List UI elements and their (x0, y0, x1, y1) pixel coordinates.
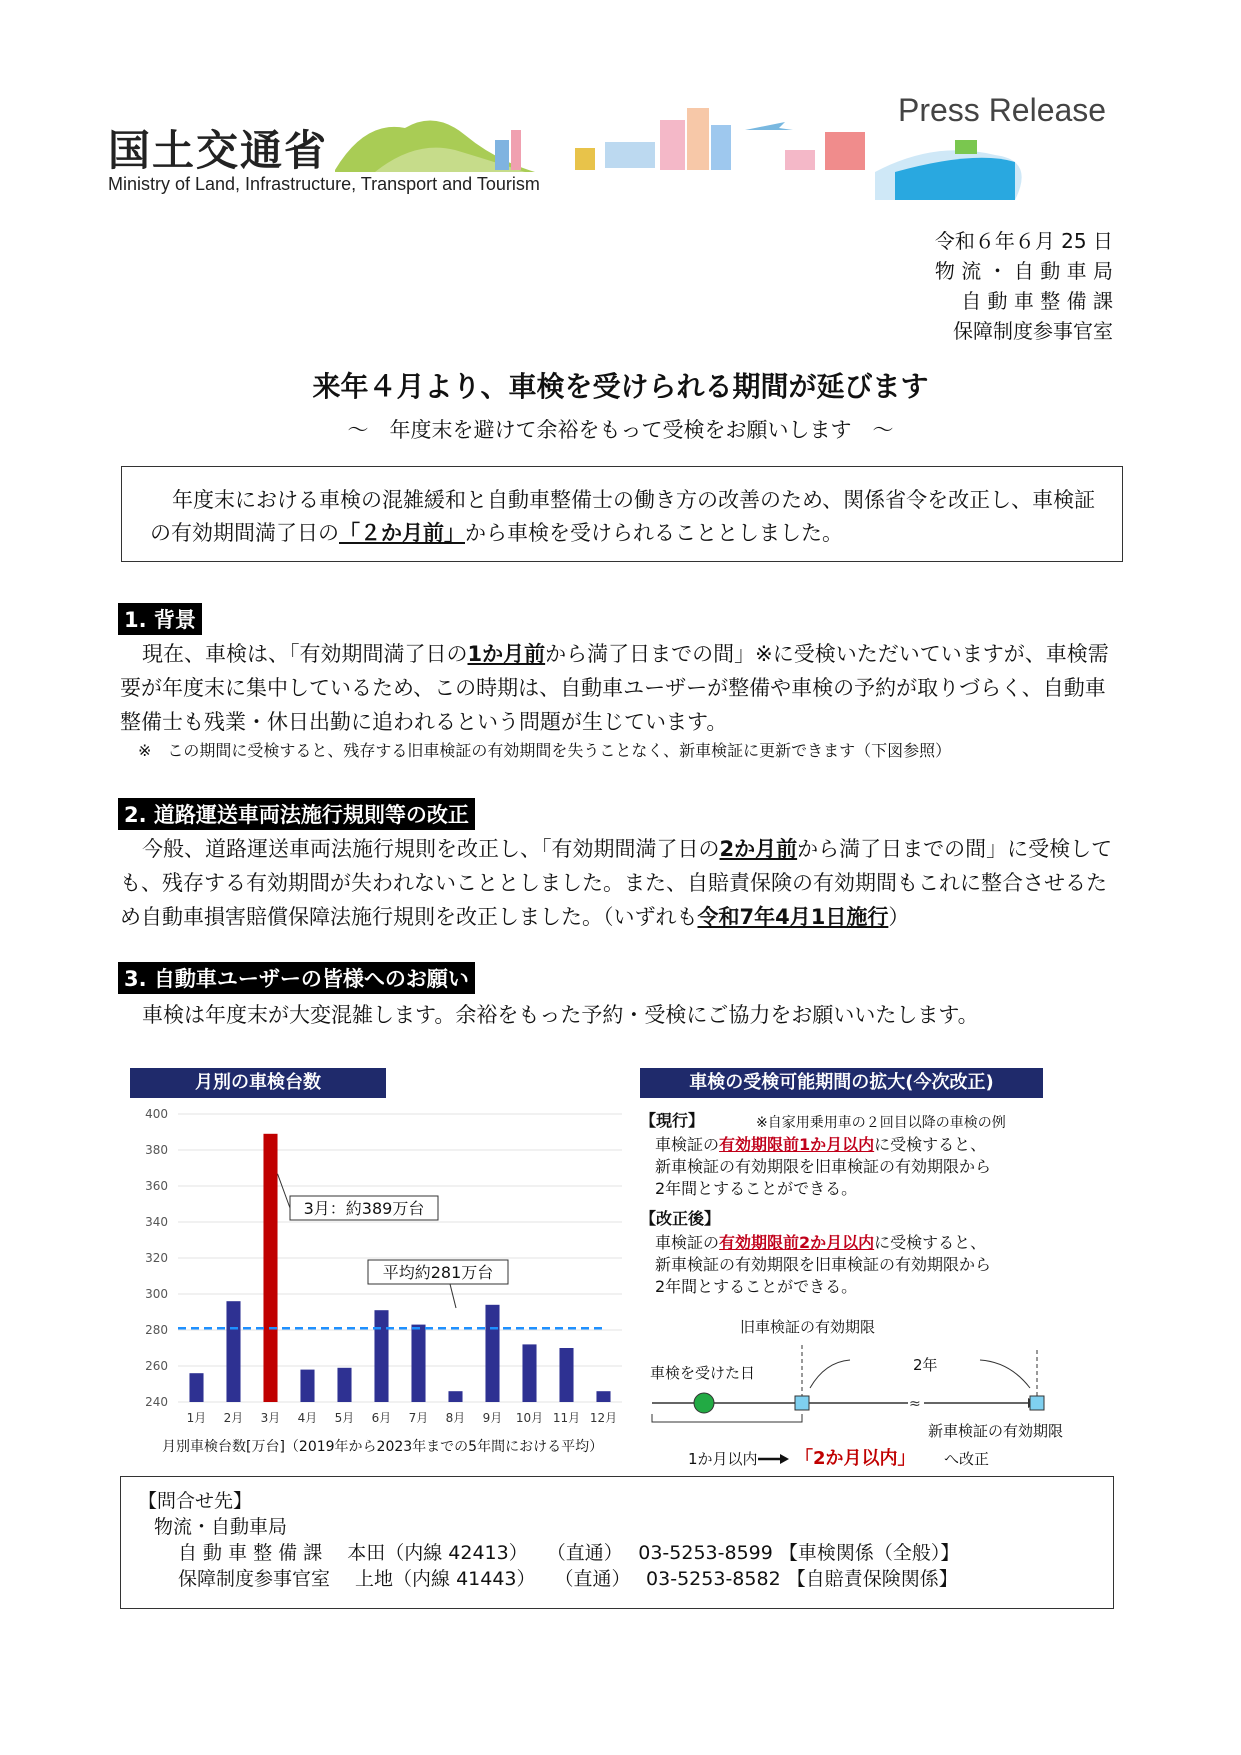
y-tick-label: 260 (145, 1359, 168, 1373)
current-note: ※自家用乗用車の２回目以降の車検の例 (756, 1115, 1006, 1131)
division-name: 自 動 車 整 備 課 (961, 289, 1113, 313)
bar-6月 (374, 1310, 388, 1402)
press-release-label: Press Release (898, 92, 1107, 128)
chart-caption: 月別車検台数[万台]（2019年から2023年までの5年間における平均） (162, 1439, 604, 1455)
y-tick-label: 300 (145, 1287, 168, 1301)
page-title: 来年４月より、車検を受けられる期間が延びます (312, 370, 929, 403)
current-line-3: 2年間とすることができる。 (655, 1179, 858, 1198)
inspection-day-marker (694, 1393, 714, 1413)
ministry-logo-en: Ministry of Land, Infrastructure, Transport and Tourism (108, 174, 540, 194)
current-line-1: 車検証の有効期限前1か月以内に受検すると、 (655, 1135, 987, 1154)
svg-text:≈: ≈ (909, 1396, 921, 1412)
page-subtitle: ～ 年度末を避けて余裕をもって受検をお願いします ～ (347, 418, 894, 442)
callout-peak-text: 3月：約389万台 (303, 1199, 425, 1218)
period-timeline-diagram (640, 1310, 1100, 1470)
x-tick-label: 7月 (408, 1411, 429, 1425)
callout-avg-text: 平均約281万台 (382, 1263, 494, 1282)
x-tick-label: 12月 (589, 1411, 618, 1425)
y-tick-label: 240 (145, 1395, 168, 1409)
section-1-note: ※ この期間に受検すると、残存する旧車検証の有効期間を失うことなく、新車検証に更新できます（下図参照） (138, 741, 952, 760)
x-tick-label: 1月 (186, 1411, 207, 1425)
x-tick-label: 2月 (223, 1411, 244, 1425)
x-tick-label: 8月 (445, 1411, 466, 1425)
x-tick-label: 6月 (371, 1411, 392, 1425)
x-tick-label: 5月 (334, 1411, 355, 1425)
x-tick-label: 4月 (297, 1411, 318, 1425)
release-date: 令和６年６月 25 日 (934, 229, 1113, 253)
monthly-inspection-chart (130, 1100, 630, 1432)
section-2-heading: 2. 道路運送車両法施行規則等の改正 (118, 798, 475, 830)
section-2-body: 今般、道路運送車両法施行規則を改正し、「有効期間満了日の2か月前から満了日までの間」に受検しても、残存する有効期間が失われないこととしました。また、自賠責保険の有効期間もこれに整合させるため自動車損害賠償保障法施行規則を改正しました。（いずれも令和7年4月1日施行） (120, 837, 1113, 929)
section-3-heading: 3. 自動車ユーザーの皆様へのお願い (118, 962, 475, 994)
y-tick-label: 360 (145, 1179, 168, 1193)
inspection-day-label: 車検を受けた日 (650, 1364, 756, 1382)
y-tick-label: 340 (145, 1215, 168, 1229)
bar-1月 (189, 1373, 203, 1402)
contact-heading: 【問合せ先】 (138, 1490, 253, 1512)
bureau-name: 物 流 ・ 自 動 車 局 (934, 259, 1113, 283)
office-name: 保障制度参事官室 (953, 319, 1113, 343)
bar-5月 (337, 1368, 351, 1402)
y-tick-label: 280 (145, 1323, 168, 1337)
after-line-1: 車検証の有効期限前2か月以内に受検すると、 (655, 1233, 987, 1252)
two-years-label: 2年 (913, 1356, 938, 1374)
x-tick-label: 11月 (552, 1411, 581, 1425)
bar-4月 (300, 1370, 314, 1402)
summary-text: 年度末における車検の混雑緩和と自動車整備士の働き方の改善のため、関係省令を改正し、車検証の有効期間満了日の「２か月前」から車検を受けられることとしました。 (150, 488, 1096, 545)
after-line-3: 2年間とすることができる。 (655, 1277, 858, 1296)
bar-8月 (448, 1391, 462, 1402)
new-expiry-label: 新車検証の有効期限 (928, 1422, 1064, 1440)
two-month-label: 「2か月以内」 (795, 1448, 916, 1469)
bar-10月 (522, 1344, 536, 1402)
bar-7月 (411, 1325, 425, 1402)
old-expiry-label: 旧車検証の有効期限 (740, 1318, 876, 1336)
bar-9月 (485, 1305, 499, 1402)
bar-11月 (559, 1348, 573, 1402)
contact-bureau: 物流・自動車局 (154, 1516, 288, 1538)
current-label: 【現行】 (640, 1111, 705, 1130)
summary-highlight: 「２か月前」 (339, 521, 465, 545)
y-tick-label: 380 (145, 1143, 168, 1157)
y-tick-label: 320 (145, 1251, 168, 1265)
header-illustration (335, 100, 1135, 200)
contact-row-2: 保障制度参事官室 上地（内線 41443） （直通） 03-5253-8582 【自賠責保険関係】 (178, 1568, 958, 1590)
current-line-2: 新車検証の有効期限を旧車検証の有効期限から (655, 1157, 992, 1176)
section-3-body: 車検は年度末が大変混雑します。余裕をもった予約・受検にご協力をお願いいたします。 (142, 1003, 979, 1027)
chart-panel-title: 月別の車検台数 (130, 1068, 386, 1098)
section-1-heading: 1. 背景 (118, 603, 202, 635)
callout-avg (368, 1260, 508, 1308)
callout-peak (278, 1174, 438, 1220)
bar-2月 (226, 1301, 240, 1402)
x-tick-label: 3月 (260, 1411, 281, 1425)
section-1-body: 現在、車検は、「有効期間満了日の1か月前から満了日までの間」※に受検いただいていますが、車検需要が年度末に集中しているため、この時期は、自動車ユーザーが整備や車検の予約が取りづらく、自動車整備士も残業・休日出勤に追われるという問題が生じています。 (120, 642, 1109, 734)
right-panel-title: 車検の受検可能期間の拡大(今次改正) (640, 1068, 1043, 1098)
after-label: 【改正後】 (640, 1209, 721, 1228)
bar-12月 (596, 1391, 610, 1402)
bar-3月 (263, 1134, 277, 1402)
revised-label: へ改正 (944, 1450, 990, 1468)
ministry-logo-jp: 国土交通省 (108, 126, 329, 175)
after-line-2: 新車検証の有効期限を旧車検証の有効期限から (655, 1255, 992, 1274)
y-tick-label: 400 (145, 1107, 168, 1121)
new-expiry-marker (1030, 1396, 1044, 1410)
one-month-label: 1か月以内 (688, 1450, 758, 1468)
contact-row-1: 自 動 車 整 備 課 本田（内線 42413） （直通） 03-5253-8599 【車検関係（全般）】 (178, 1542, 960, 1564)
x-tick-label: 10月 (515, 1411, 544, 1425)
old-expiry-marker (795, 1396, 809, 1410)
x-tick-label: 9月 (482, 1411, 503, 1425)
